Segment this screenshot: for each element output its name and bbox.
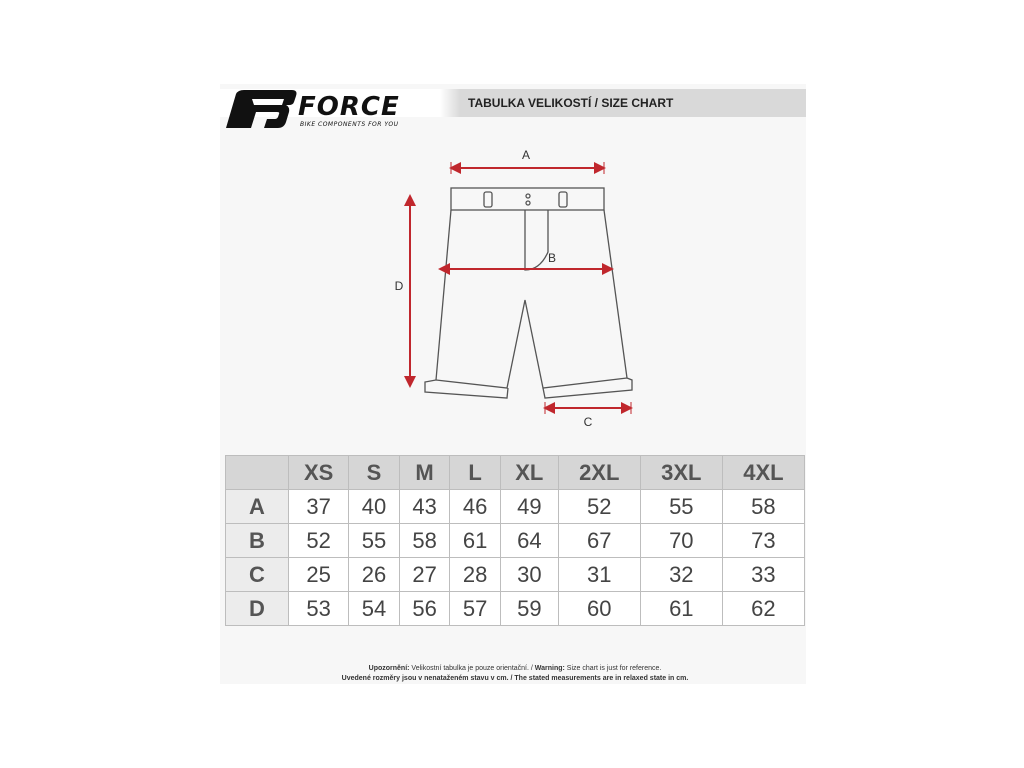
size-header: S — [349, 456, 400, 490]
table-cell: 53 — [289, 592, 349, 626]
row-label: C — [226, 558, 289, 592]
table-cell: 40 — [349, 490, 400, 524]
table-cell: 37 — [289, 490, 349, 524]
size-header: 4XL — [722, 456, 804, 490]
table-cell: 49 — [500, 490, 558, 524]
table-cell: 56 — [399, 592, 450, 626]
footer-warning-line — [225, 664, 805, 674]
row-label: B — [226, 524, 289, 558]
table-cell: 27 — [399, 558, 450, 592]
table-cell: 59 — [500, 592, 558, 626]
size-header: L — [450, 456, 501, 490]
table-cell: 43 — [399, 490, 450, 524]
brand-tagline: BIKE COMPONENTS FOR YOU — [300, 121, 399, 128]
table-cell: 64 — [500, 524, 558, 558]
label-a: A — [521, 148, 531, 162]
table-row — [226, 592, 805, 626]
table-cell: 54 — [349, 592, 400, 626]
row-label: D — [226, 592, 289, 626]
table-cell: 52 — [289, 524, 349, 558]
page-title: TABULKA VELIKOSTÍ / SIZE CHART — [468, 96, 674, 110]
footer-measurement-note: Uvedené rozměry jsou v nenataženém stavu v cm. / The stated measurements are in relaxed state in cm. — [341, 675, 689, 682]
shorts-outline — [425, 188, 632, 398]
label-b: B — [547, 251, 557, 265]
table-cell: 73 — [722, 524, 804, 558]
table-cell: 52 — [558, 490, 640, 524]
table-cell: 32 — [640, 558, 722, 592]
footer-warning-cz-text: Velikostní tabulka je pouze orientační. / — [409, 665, 535, 672]
table-cell: 57 — [450, 592, 501, 626]
table-cell: 26 — [349, 558, 400, 592]
table-row — [226, 524, 805, 558]
table-cell: 62 — [722, 592, 804, 626]
table-cell: 58 — [399, 524, 450, 558]
shorts-diagram — [380, 140, 640, 440]
table-cell: 60 — [558, 592, 640, 626]
table-cell: 25 — [289, 558, 349, 592]
table-cell: 30 — [500, 558, 558, 592]
table-corner-cell — [226, 456, 289, 490]
table-cell: 61 — [640, 592, 722, 626]
table-cell: 67 — [558, 524, 640, 558]
size-table — [225, 455, 805, 626]
footer-warning-en-text: Size chart is just for reference. — [564, 665, 662, 672]
footer-note — [225, 664, 805, 684]
size-header: M — [399, 456, 450, 490]
table-cell: 58 — [722, 490, 804, 524]
table-cell: 70 — [640, 524, 722, 558]
table-cell: 55 — [640, 490, 722, 524]
size-header: XL — [500, 456, 558, 490]
table-cell: 31 — [558, 558, 640, 592]
table-row — [226, 558, 805, 592]
brand-wordmark: FORCE — [298, 92, 400, 122]
row-label: A — [226, 490, 289, 524]
footer-warning-en-label: Warning: — [534, 665, 565, 672]
size-header: 3XL — [640, 456, 722, 490]
table-cell: 46 — [450, 490, 501, 524]
size-header: 2XL — [558, 456, 640, 490]
table-header-row — [226, 456, 805, 490]
table-cell: 28 — [450, 558, 501, 592]
table-row — [226, 490, 805, 524]
table-cell: 55 — [349, 524, 400, 558]
label-c: C — [583, 415, 593, 429]
label-d: D — [394, 279, 404, 293]
footer-warning-cz-label: Upozornění: — [368, 665, 410, 672]
size-header: XS — [289, 456, 349, 490]
table-cell: 33 — [722, 558, 804, 592]
table-cell: 61 — [450, 524, 501, 558]
